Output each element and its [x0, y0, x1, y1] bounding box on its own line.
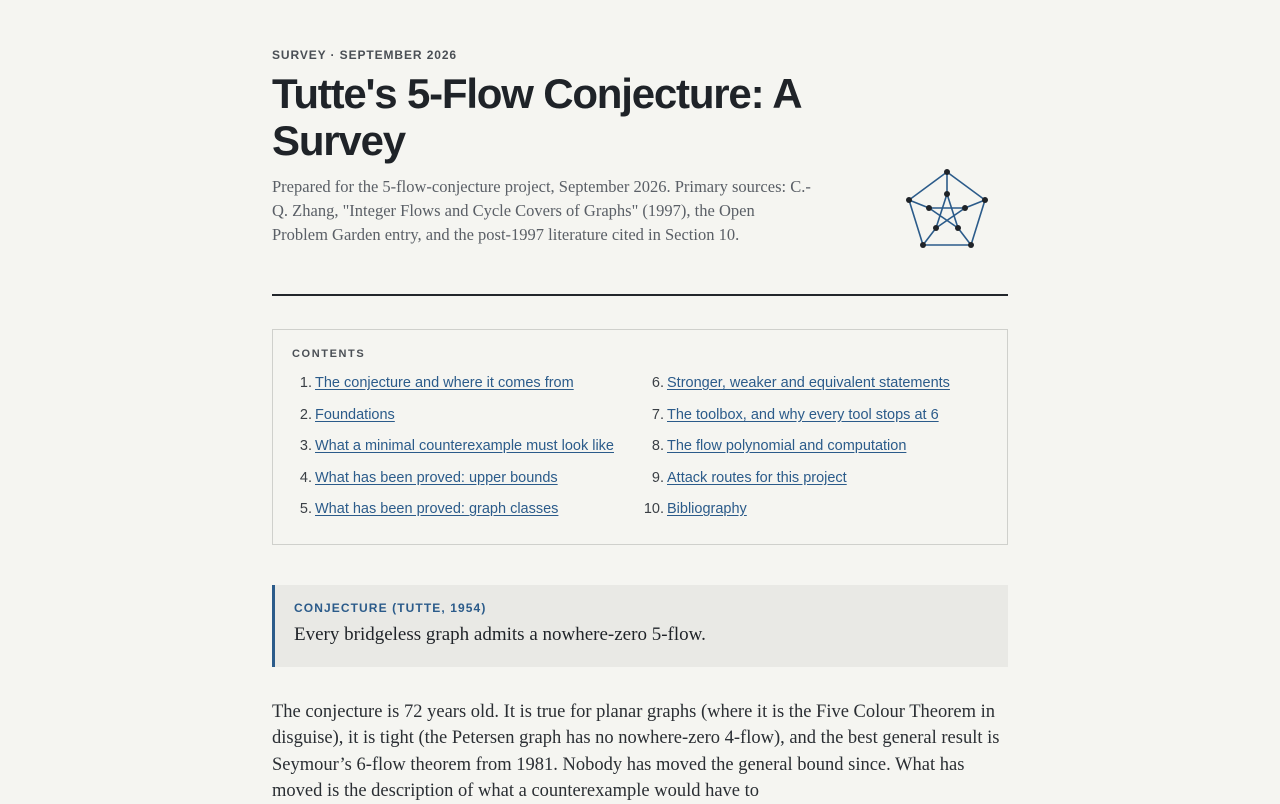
toc-item-4 — [272, 469, 558, 487]
intro-paragraph: The conjecture is 72 years old. It is true for planar graphs (where it is the Five Colour Theorem in disguise), it is tight (the Petersen graph has no nowhere-zero 4-flow), and the best general result is Seymour’s 6-flow theorem from 1981. Nobody has moved the general bound since. What has moved is the description of what a counterexample would have to — [272, 702, 1000, 801]
toc-item-3 — [272, 437, 614, 455]
toc-number: 7. — [651, 407, 664, 423]
toc-number: 9. — [651, 470, 664, 486]
toc-link-bibliography[interactable]: Bibliography — [667, 501, 747, 517]
petersen-graph-icon — [904, 168, 990, 250]
toc-number: 3. — [299, 438, 312, 454]
lede: Prepared for the 5-flow-conjecture project, September 2026. Primary sources: C.-Q. Zhang, "Integer Flows and Cycle Covers of Graphs" (1997), the Open Problem Garden entry, and the post-1997 literature cited in Section 10. — [272, 177, 811, 244]
toc-item-6 — [624, 374, 950, 392]
toc-link-toolbox[interactable]: The toolbox, and why every tool stops at 6 — [667, 407, 939, 423]
toc-item-5 — [272, 500, 558, 518]
toc-item-7 — [624, 406, 939, 424]
toc-link-upper-bounds[interactable]: What has been proved: upper bounds — [315, 470, 558, 486]
title-divider — [272, 294, 1008, 296]
toc-item-9 — [624, 469, 847, 487]
toc-item-1 — [272, 374, 574, 392]
toc-number: 1. — [299, 375, 312, 391]
toc-item-10 — [624, 500, 747, 518]
toc-link-minimal-counterexample[interactable]: What a minimal counterexample must look like — [315, 438, 614, 454]
callout-label: CONJECTURE (TUTTE, 1954) — [294, 601, 487, 615]
toc-number: 4. — [299, 470, 312, 486]
callout-accent-bar — [272, 585, 275, 667]
conjecture-statement: Every bridgeless graph admits a nowhere-zero 5-flow. — [294, 624, 706, 645]
toc-number: 8. — [651, 438, 664, 454]
toc-link-graph-classes[interactable]: What has been proved: graph classes — [315, 501, 559, 517]
contents-label: CONTENTS — [292, 348, 366, 360]
toc-link-flow-polynomial[interactable]: The flow polynomial and computation — [667, 438, 907, 454]
toc-number: 2. — [299, 407, 312, 423]
toc-link-attack-routes[interactable]: Attack routes for this project — [667, 470, 847, 486]
toc-item-2 — [272, 406, 395, 424]
toc-link-equivalent-statements[interactable]: Stronger, weaker and equivalent statements — [667, 375, 950, 391]
toc-number: 10. — [643, 501, 664, 517]
kicker: SURVEY · SEPTEMBER 2026 — [272, 48, 457, 62]
toc-link-conjecture-origin[interactable]: The conjecture and where it comes from — [315, 375, 574, 391]
page-title: Tutte's 5-Flow Conjecture: A Survey — [272, 70, 800, 164]
toc-link-foundations[interactable]: Foundations — [315, 407, 395, 423]
toc-number: 6. — [651, 375, 664, 391]
toc-item-8 — [624, 437, 906, 455]
toc-number: 5. — [299, 501, 312, 517]
table-of-contents — [272, 329, 1008, 545]
